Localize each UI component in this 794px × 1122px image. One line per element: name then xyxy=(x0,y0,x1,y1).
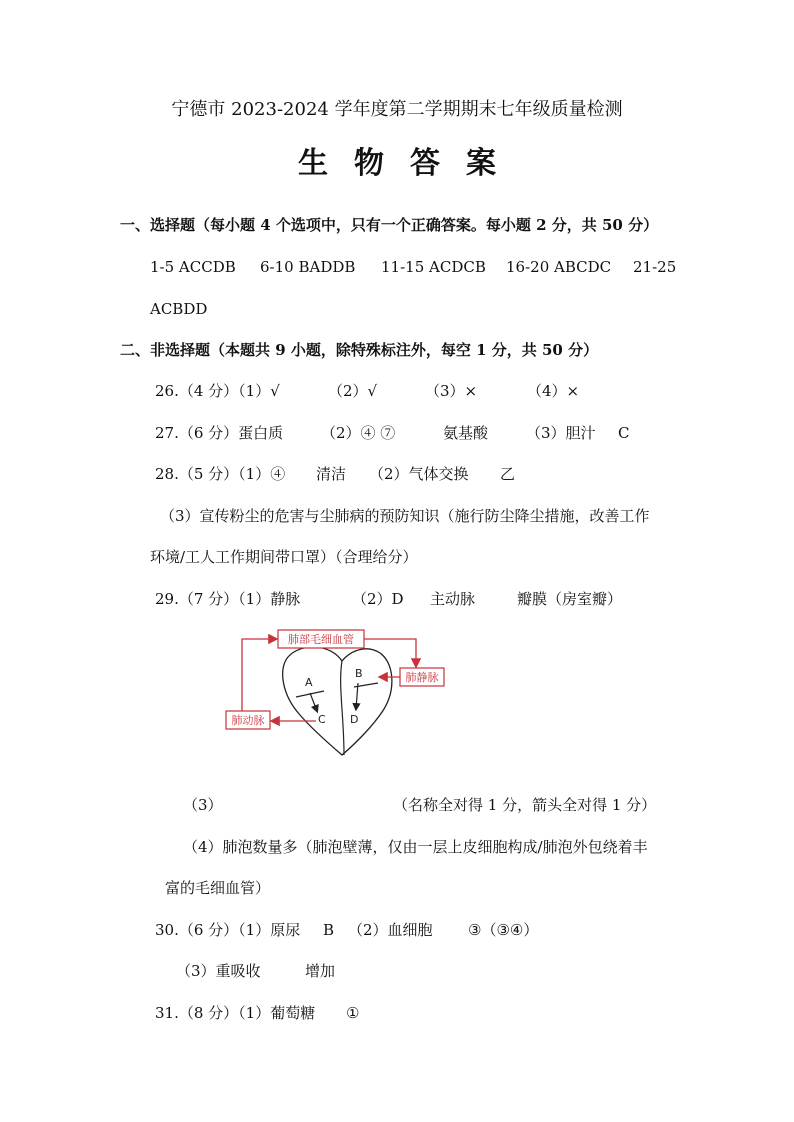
chamber-b-label: B xyxy=(355,667,363,680)
q27-part2: （2）④ ⑦ xyxy=(321,424,396,442)
label-pulmonary-vein: 肺静脉 xyxy=(405,671,439,684)
arrow-artery-to-capillaries xyxy=(242,639,276,711)
q29-4-line2: 富的毛细血管） xyxy=(165,879,271,897)
q26-part1: 26.（4 分）（1）√ xyxy=(155,382,280,400)
q28-part4: 乙 xyxy=(500,465,516,483)
q30-part4: ③（③④） xyxy=(468,921,539,939)
answer-group-1: 1-5 ACCDB xyxy=(150,258,236,276)
q28-part1: 28.（5 分）（1）④ xyxy=(155,465,286,483)
arrow-capillaries-to-vein xyxy=(364,639,416,666)
q27-part3: 氨基酸 xyxy=(443,424,489,442)
q26-part2: （2）√ xyxy=(328,382,378,400)
q30-part2: B xyxy=(323,921,335,939)
q26-part3: （3）× xyxy=(425,382,478,400)
section2-heading: 二、非选择题（本题共 9 小题，除特殊标注外，每空 1 分，共 50 分） xyxy=(120,341,599,359)
q27-part1: 27.（6 分）蛋白质 xyxy=(155,424,284,442)
q28-part3: （2）气体交换 xyxy=(369,465,469,483)
heart-circulation-diagram xyxy=(220,625,460,765)
q30-3-part1: （3）重吸收 xyxy=(176,962,261,980)
q29-part2: （2）D xyxy=(352,590,404,608)
heart-outline xyxy=(283,647,392,755)
q27-part4: （3）胆汁 xyxy=(526,424,596,442)
section1-heading: 一、选择题（每小题 4 个选项中，只有一个正确答案。每小题 2 分，共 50 分） xyxy=(120,216,659,234)
q27-part5: C xyxy=(618,424,630,442)
answer-group-5: 21-25 xyxy=(633,258,677,276)
q30-3-part2: 增加 xyxy=(305,962,336,980)
q30-part1: 30.（6 分）（1）原尿 xyxy=(155,921,301,939)
answer-group-3: 11-15 ACDCB xyxy=(381,258,486,276)
chamber-c-label: C xyxy=(318,713,326,726)
q31-part2: ① xyxy=(346,1004,360,1022)
answer-group-2: 6-10 BADDB xyxy=(260,258,356,276)
q28-3-line1: （3）宣传粉尘的危害与尘肺病的预防知识（施行防尘降尘措施，改善工作 xyxy=(160,507,650,525)
q29-part3: 主动脉 xyxy=(430,590,476,608)
answer-group-4: 16-20 ABCDC xyxy=(506,258,612,276)
q29-part1: 29.（7 分）（1）静脉 xyxy=(155,590,301,608)
arrow-a-to-c xyxy=(310,693,317,711)
answer-group-5-cont: ACBDD xyxy=(150,300,208,318)
q30-part3: （2）血细胞 xyxy=(348,921,433,939)
q29-3-note: （名称全对得 1 分，箭头全对得 1 分） xyxy=(393,796,657,814)
q28-3-line2: 环境/工人工作期间带口罩）（合理给分） xyxy=(150,548,418,566)
label-lung-capillaries: 肺部毛细血管 xyxy=(288,633,354,646)
chamber-d-label: D xyxy=(350,713,359,726)
chamber-a-label: A xyxy=(305,676,313,689)
q28-part2: 清洁 xyxy=(316,465,347,483)
heart-septum xyxy=(341,661,344,755)
page-title: 宁德市 2023-2024 学年度第二学期期末七年级质量检测 xyxy=(171,99,623,120)
q29-4-line1: （4）肺泡数量多（肺泡壁薄，仅由一层上皮细胞构成/肺泡外包绕着丰 xyxy=(183,838,648,856)
q29-3-label: （3） xyxy=(183,796,223,814)
subject-title: 生物答案 xyxy=(298,146,522,181)
q26-part4: （4）× xyxy=(527,382,580,400)
q31-part1: 31.（8 分）（1）葡萄糖 xyxy=(155,1004,316,1022)
label-pulmonary-artery: 肺动脉 xyxy=(231,714,265,727)
q29-part4: 瓣膜（房室瓣） xyxy=(517,590,623,608)
